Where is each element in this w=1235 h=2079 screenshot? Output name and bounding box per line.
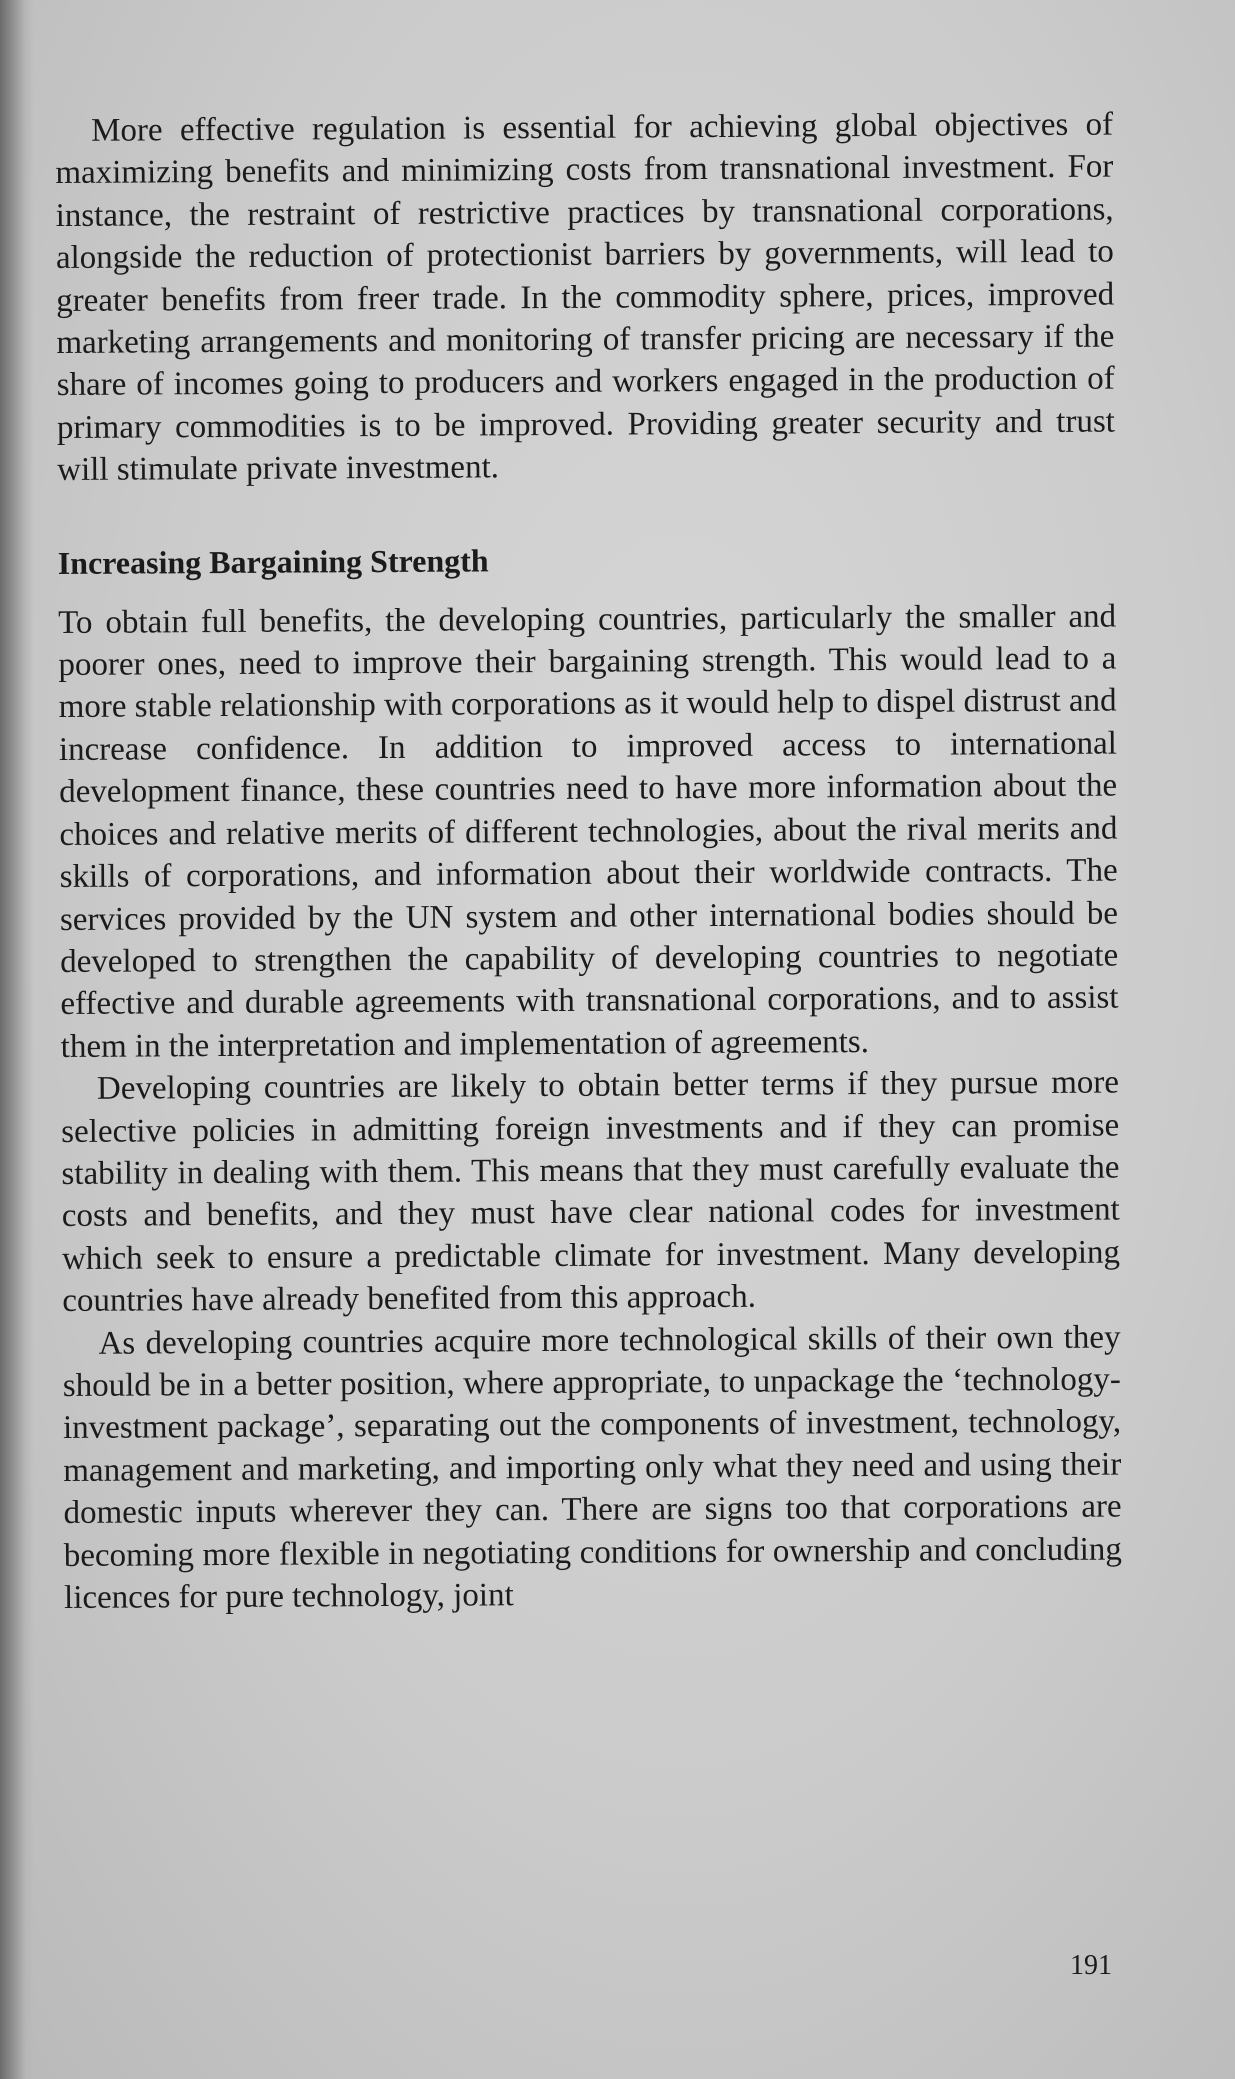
page-number: 191 xyxy=(1070,1950,1112,1981)
paragraph-bargaining-strength: To obtain full benefits, the developing countries, particularly the smaller and poorer ones, need to improve their bargaining strength. This would lead to a more stable relationship with corporations as it would help to dispel distrust and increase confidence. In addition to improved access to international development finance, these countries need to have more information about the choices and relative merits of different technologies, about the rival merits and skills of corporations, and information about their worldwide contracts. The services provided by the UN system and other international bodies should be developed to strengthen the capability of developing countries to negotiate effective and durable agreements with transnational corporations, and to assist them in the interpretation and implementation of agreements. xyxy=(58,598,1119,1065)
paragraph-technology-package: As developing countries acquire more technological skills of their own they should be in a better position, where appropriate, to unpackage the ‘technology-investment package’, separating out the components of investment, technology, management and marketing, and importing only what they need and using their domestic inputs wherever they can. There are signs too that corporations are becoming more flexible in negotiating conditions for ownership and concluding licences for pure technology, joint xyxy=(62,1319,1122,1616)
page-body xyxy=(55,104,1122,1620)
paragraph-selective-policies: Developing countries are likely to obtain better terms if they pursue more selective policies in admitting foreign investments and if they can promise stability in dealing with them. This means that they must carefully evaluate the costs and benefits, and they must have clear national codes for investment which seek to ensure a predictable climate for investment. Many developing countries have already benefited from this approach. xyxy=(61,1064,1121,1320)
paragraph-regulation: More effective regulation is essential for achieving global objectives of maximizing benefits and minimizing costs from transnational investment. For instance, the restraint of restrictive practices by transnational corporations, alongside the reduction of protectionist barriers by governments, will lead to greater benefits from freer trade. In the commodity sphere, prices, improved marketing arrangements and monitoring of transfer pricing are necessary if the share of incomes going to producers and workers engaged in the production of primary commodities is to be improved. Providing greater security and trust will stimulate private investment. xyxy=(55,106,1116,489)
section-heading: Increasing Bargaining Strength xyxy=(57,542,489,581)
binding-gutter-shadow xyxy=(0,0,34,2079)
